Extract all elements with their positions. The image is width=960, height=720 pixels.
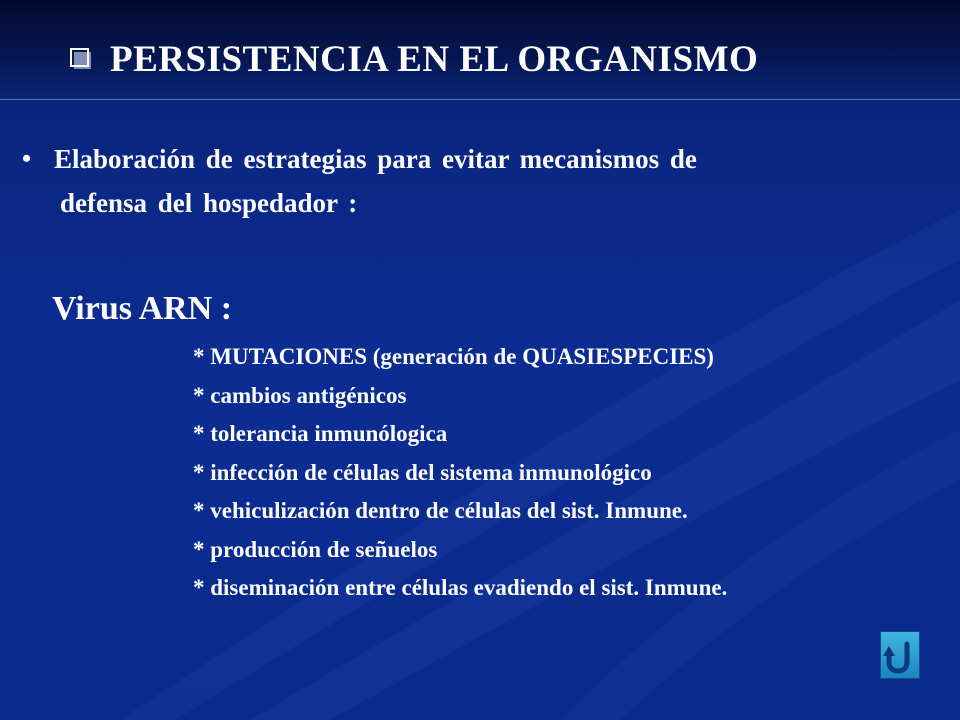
- page-title: PERSISTENCIA EN EL ORGANISMO: [110, 38, 759, 80]
- section-heading: Virus ARN :: [52, 290, 233, 327]
- list-item: * cambios antigénicos: [193, 382, 407, 408]
- title-row: [70, 34, 758, 84]
- list-item: * diseminación entre células evadiendo el sist. Inmune.: [193, 575, 728, 600]
- bullet-text-line-1: Elaboración de estrategias para evitar mecanismos de: [54, 144, 697, 174]
- list-item: * vehiculización dentro de células del sist. Inmune.: [193, 498, 688, 523]
- return-arrow-icon: [881, 632, 919, 678]
- bullet-dot-icon: •: [22, 144, 32, 173]
- list-item: * MUTACIONES (generación de QUASIESPECIES): [193, 344, 714, 369]
- list-item: * producción de señuelos: [193, 536, 438, 562]
- mechanisms-list: [193, 338, 727, 608]
- checkbox-icon: [70, 48, 92, 70]
- bullet-text-line-2: defensa del hospedador :: [60, 188, 358, 218]
- return-button[interactable]: [880, 631, 920, 679]
- list-item: * tolerancia inmunólogica: [193, 421, 448, 446]
- list-item: * infección de células del sistema inmunológico: [193, 459, 652, 485]
- title-divider: [0, 99, 960, 100]
